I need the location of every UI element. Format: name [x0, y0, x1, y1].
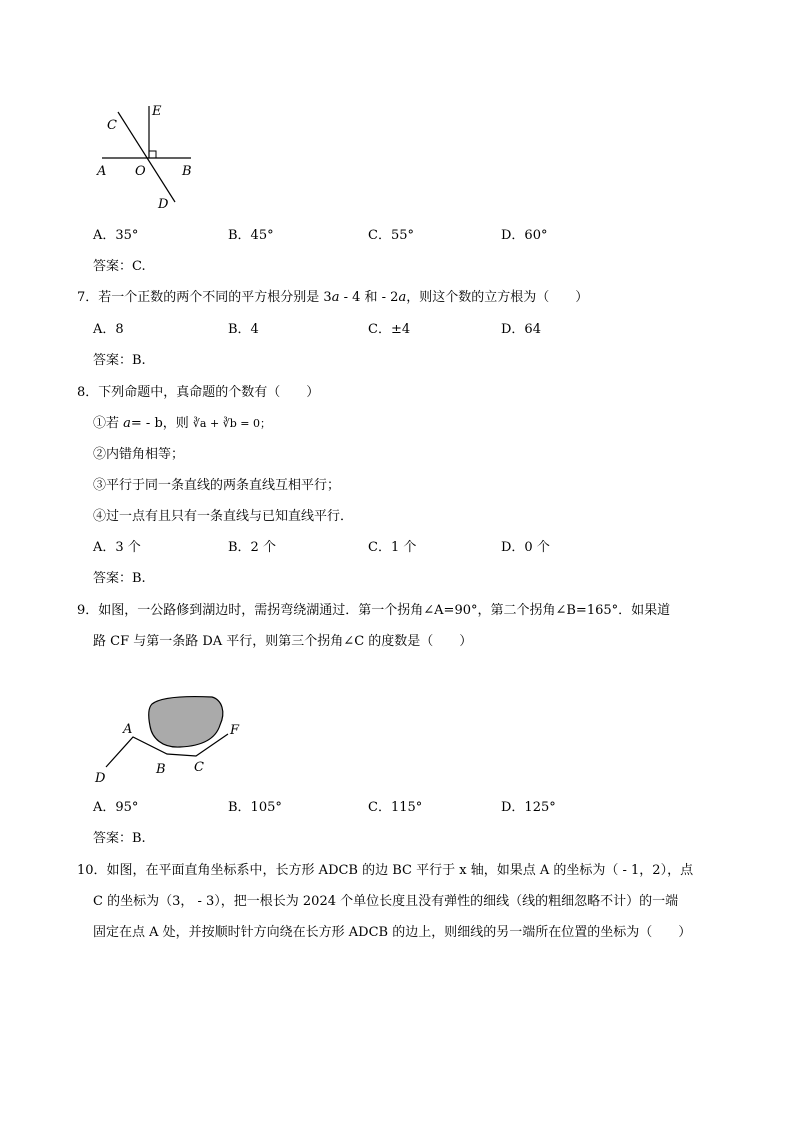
- label-C: C: [107, 118, 117, 133]
- label-D: D: [158, 197, 169, 212]
- label-A: A: [123, 722, 133, 737]
- q8-option-c: C．1 个: [368, 540, 417, 555]
- q7-option-b: B．4: [228, 322, 259, 337]
- q6-option-a: A．35°: [93, 228, 139, 243]
- q7-stem: 7．若一个正数的两个不同的平方根分别是 3a - 4 和 - 2a，则这个数的立方根为（ ）: [77, 290, 589, 305]
- label-D: D: [95, 771, 106, 786]
- q8-stem: 8．下列命题中，真命题的个数有（ ）: [77, 385, 320, 400]
- label-C: C: [194, 760, 204, 775]
- q10-stem-line2: C 的坐标为（3， - 3），把一根长为 2024 个单位长度且没有弹性的细线（线的粗细忽略不计）的一端: [93, 894, 679, 909]
- q6-option-c: C．55°: [368, 228, 414, 243]
- q8-item-4: ④过一点有且只有一条直线与已知直线平行．: [93, 509, 354, 524]
- q8-answer: 答案：B.: [93, 571, 146, 586]
- lake-road-figure: [90, 690, 250, 786]
- q9-stem-line1: 9．如图，一公路修到湖边时，需拐弯绕湖通过．第一个拐角∠A=90°，第二个拐角∠B=165°．如果道: [77, 603, 671, 618]
- q9-option-d: D．125°: [501, 800, 556, 815]
- q9-option-c: C．115°: [368, 800, 423, 815]
- q8-option-a: A．3 个: [93, 540, 141, 555]
- q9-option-b: B．105°: [228, 800, 282, 815]
- q7-option-d: D．64: [501, 322, 541, 337]
- q8-item-2: ②内错角相等；: [93, 447, 185, 462]
- q7-answer: 答案：B.: [93, 353, 146, 368]
- q6-option-b: B．45°: [228, 228, 274, 243]
- q7-option-a: A．8: [93, 322, 124, 337]
- q8-item-1: ①若 a= - b，则 ∛a + ∛b = 0；: [93, 416, 271, 431]
- label-B: B: [156, 762, 166, 777]
- label-O: O: [135, 164, 146, 179]
- label-F: F: [230, 723, 240, 738]
- angle-figure: [90, 98, 210, 213]
- q6-answer: 答案：C.: [93, 259, 146, 274]
- label-B: B: [182, 164, 192, 179]
- q9-answer: 答案：B.: [93, 831, 146, 846]
- q10-stem-line1: 10．如图，在平面直角坐标系中，长方形 ADCB 的边 BC 平行于 x 轴，如果点 A 的坐标为（ - 1，2），点: [77, 863, 694, 878]
- q9-stem-line2: 路 CF 与第一条路 DA 平行，则第三个拐角∠C 的度数是（ ）: [93, 634, 473, 649]
- label-A: A: [97, 164, 107, 179]
- q9-option-a: A．95°: [93, 800, 139, 815]
- q8-option-b: B．2 个: [228, 540, 276, 555]
- q7-option-c: C．±4: [368, 322, 411, 337]
- q8-item-3: ③平行于同一条直线的两条直线互相平行；: [93, 478, 341, 493]
- label-E: E: [152, 104, 162, 119]
- q10-stem-line3: 固定在点 A 处，并按顺时针方向绕在长方形 ADCB 的边上，则细线的另一端所在位置的坐标为（ ）: [93, 925, 692, 940]
- q6-option-d: D．60°: [501, 228, 548, 243]
- q8-option-d: D．0 个: [501, 540, 550, 555]
